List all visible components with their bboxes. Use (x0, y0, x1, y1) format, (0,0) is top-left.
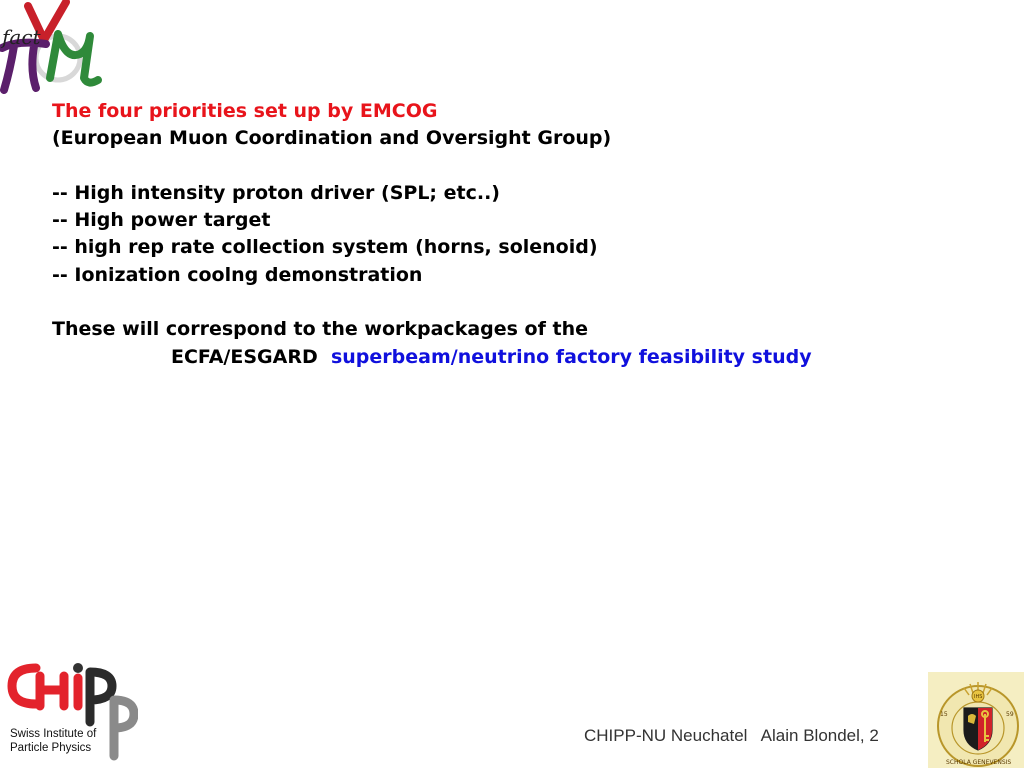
feasibility-study-highlight: superbeam/neutrino factory feasibility study (330, 345, 812, 368)
priority-item: -- High power target (52, 209, 271, 232)
chipp-caption-line2: Particle Physics (10, 742, 92, 754)
ecfa-esgard-label: ECFA/ESGARD (171, 345, 318, 368)
chipp-letter-p1 (90, 672, 112, 722)
fact-label: fact (2, 25, 41, 49)
seal-year-right: 59 (1006, 711, 1014, 718)
closing-line: These will correspond to the workpackages of the (52, 318, 588, 341)
seal-year-left: 15 (940, 711, 948, 718)
priority-item: -- Ionization coolng demonstration (52, 263, 423, 286)
chipp-dot (73, 663, 83, 673)
slide-footer: CHIPP-NU Neuchatel Alain Blondel, 2 (584, 726, 879, 745)
nufact-logo (0, 0, 110, 100)
blank-line (52, 153, 972, 180)
closing-line-2 (52, 344, 972, 371)
priority-item: -- high rep rate collection system (horns, solenoid) (52, 236, 598, 259)
slide-body (52, 98, 972, 371)
chipp-caption (10, 727, 96, 755)
chipp-caption-line1: Swiss Institute of (10, 728, 97, 740)
chipp-letter-p2 (114, 700, 134, 756)
slide-subtitle: (European Muon Coordination and Oversight Group) (52, 127, 612, 150)
blank-line (52, 289, 972, 316)
seal-inscription: SCHOLA GENEVENSIS (946, 759, 1012, 766)
seal-ihs: IHS (974, 694, 983, 700)
chipp-letter-c (12, 668, 36, 704)
slide-title: The four priorities set up by EMCOG (52, 100, 438, 122)
geneva-university-seal (928, 672, 1024, 768)
chipp-letter-h (40, 676, 64, 706)
priority-item: -- High intensity proton driver (SPL; etc..) (52, 181, 500, 204)
